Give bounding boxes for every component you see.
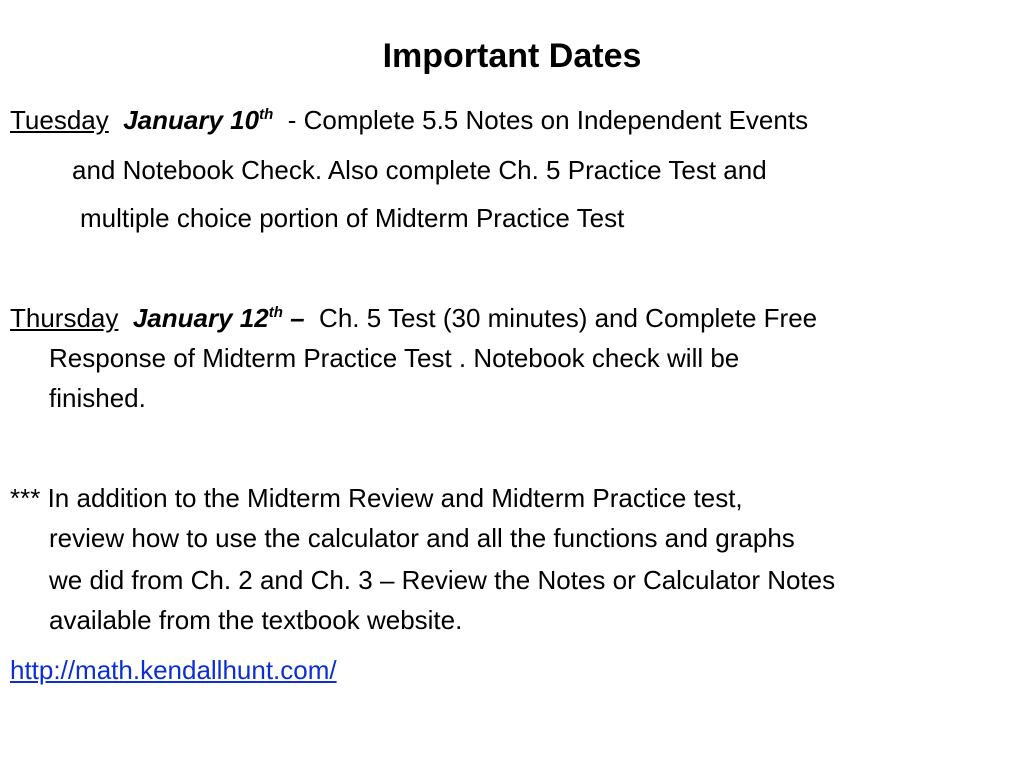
day-label: Thursday <box>10 303 119 333</box>
separator: - <box>287 105 297 135</box>
date-label <box>123 105 273 135</box>
date-suffix: th <box>268 304 283 321</box>
date-label <box>133 303 305 333</box>
note-line2: review how to use the calculator and all the functions and graphs <box>49 523 795 553</box>
day-label: Tuesday <box>10 105 109 135</box>
note-line4: available from the textbook website. <box>49 605 463 635</box>
entry-text-line2: Response of Midterm Practice Test . Notebook check will be <box>49 343 740 373</box>
entry-text-line3: multiple choice portion of Midterm Practice Test <box>80 203 625 233</box>
note-line3: we did from Ch. 2 and Ch. 3 – Review the Notes or Calculator Notes <box>49 565 836 595</box>
date-text: January 10 <box>123 105 260 135</box>
entry-text-line3: finished. <box>49 383 146 413</box>
entry-tuesday-heading <box>10 100 808 140</box>
date-suffix: th <box>259 106 274 123</box>
date-text: January 12 <box>132 303 269 333</box>
entry-text-line1: Ch. 5 Test (30 minutes) and Complete Free <box>319 303 818 333</box>
entry-text-line2: and Notebook Check. Also complete Ch. 5 Practice Test and <box>72 155 767 185</box>
separator: – <box>290 303 305 333</box>
entry-thursday-heading <box>10 298 817 338</box>
slide-title: Important Dates <box>382 37 642 75</box>
textbook-website-link[interactable]: http://math.kendallhunt.com/ <box>10 655 337 685</box>
entry-text-line1: Complete 5.5 Notes on Independent Events <box>303 105 809 135</box>
note-line1: *** In addition to the Midterm Review and Midterm Practice test, <box>10 483 743 513</box>
